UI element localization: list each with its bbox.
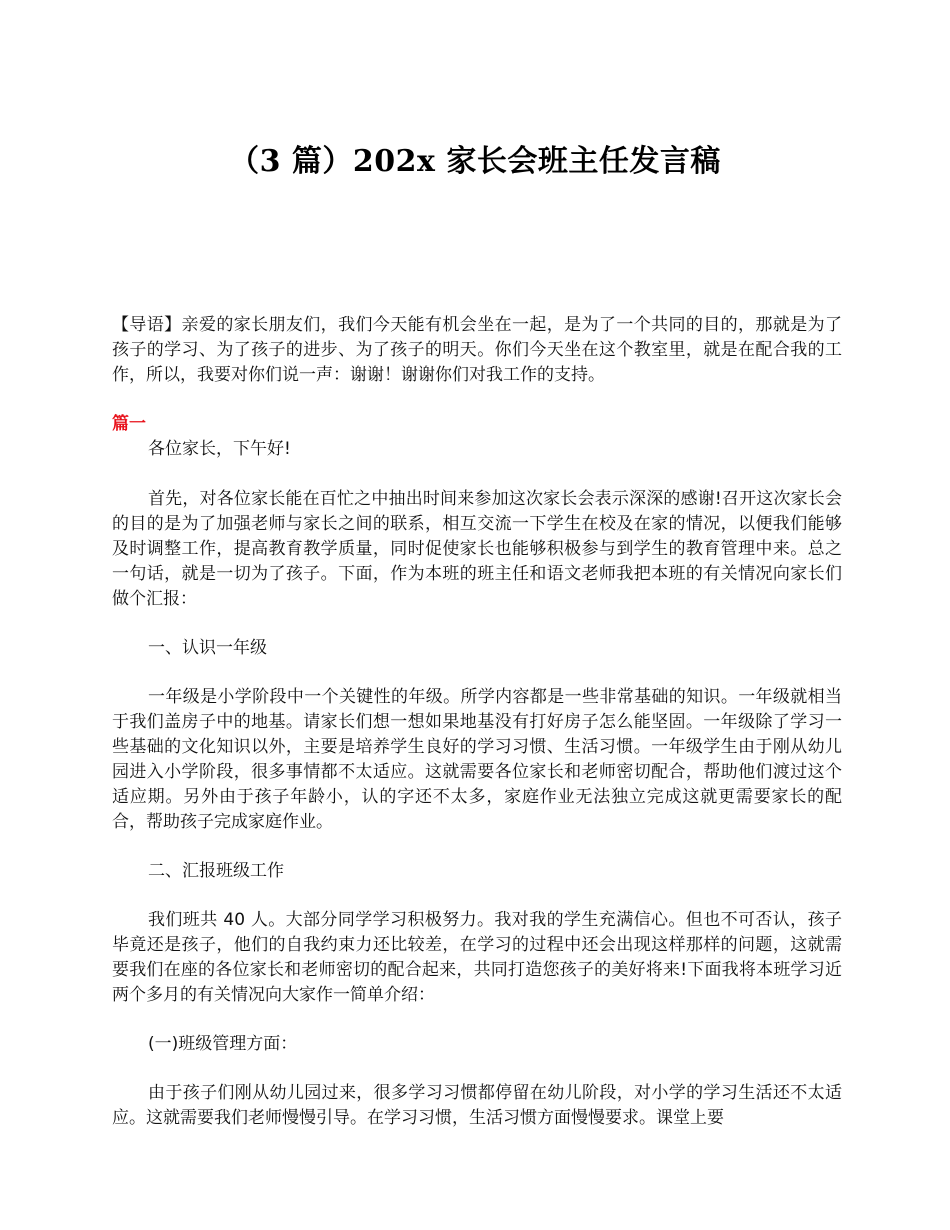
body-paragraph: 由于孩子们刚从幼儿园过来，很多学习习惯都停留在幼儿阶段，对小学的学习生活还不太适应。这就需要我们老师慢慢引导。在学习习惯，生活习惯方面慢慢要求。课堂上要 <box>112 1083 842 1128</box>
subheading: (一)班级管理方面： <box>148 1034 298 1054</box>
body-paragraph: 首先，对各位家长能在百忙之中抽出时间来参加这次家长会表示深深的感谢!召开这次家长会的目的是为了加强老师与家长之间的联系，相互交流一下学生在校及在家的情况，以便我们能够及时调整工作，提高教育教学质量，同时促使家长也能够积极参与到学生的教育管理中来。总之一句话，就是一切为了孩子。下面，作为本班的班主任和语文老师我把本班的有关情况向家长们做个汇报： <box>112 489 842 609</box>
document-body <box>112 313 842 1155</box>
document-title: （3 篇）202x 家长会班主任发言稿 <box>229 144 721 179</box>
greeting-paragraph: 各位家长，下午好! <box>148 439 291 459</box>
body-paragraph: 一年级是小学阶段中一个关键性的年级。所学内容都是一些非常基础的知识。一年级就相当于我们盖房子中的地基。请家长们想一想如果地基没有打好房子怎么能坚固。一年级除了学习一些基础的文化知识以外，主要是培养学生良好的学习习惯、生活习惯。一年级学生由于刚从幼儿园进入小学阶段，很多事情都不太适应。这就需要各位家长和老师密切配合，帮助他们渡过这个适应期。另外由于孩子年龄小，认的字还不太多，家庭作业无法独立完成这就更需要家长的配合，帮助孩子完成家庭作业。 <box>112 687 842 832</box>
subheading: 一、认识一年级 <box>148 638 267 658</box>
body-paragraph: 我们班共 40 人。大部分同学学习积极努力。我对我的学生充满信心。但也不可否认，孩子毕竟还是孩子，他们的自我约束力还比较差，在学习的过程中还会出现这样那样的问题，这就需要我们在座的各位家长和老师密切的配合起来，共同打造您孩子的美好将来!下面我将本班学习近两个多月的有关情况向大家作一简单介绍： <box>112 910 842 1005</box>
subheading: 二、汇报班级工作 <box>148 861 284 881</box>
intro-paragraph: 【导语】亲爱的家长朋友们，我们今天能有机会坐在一起，是为了一个共同的目的，那就是为了孩子的学习、为了孩子的进步、为了孩子的明天。你们今天坐在这个教室里，就是在配合我的工作，所以，我要对你们说一声：谢谢！谢谢你们对我工作的支持。 <box>112 315 842 385</box>
section-label: 篇一 <box>112 414 146 434</box>
